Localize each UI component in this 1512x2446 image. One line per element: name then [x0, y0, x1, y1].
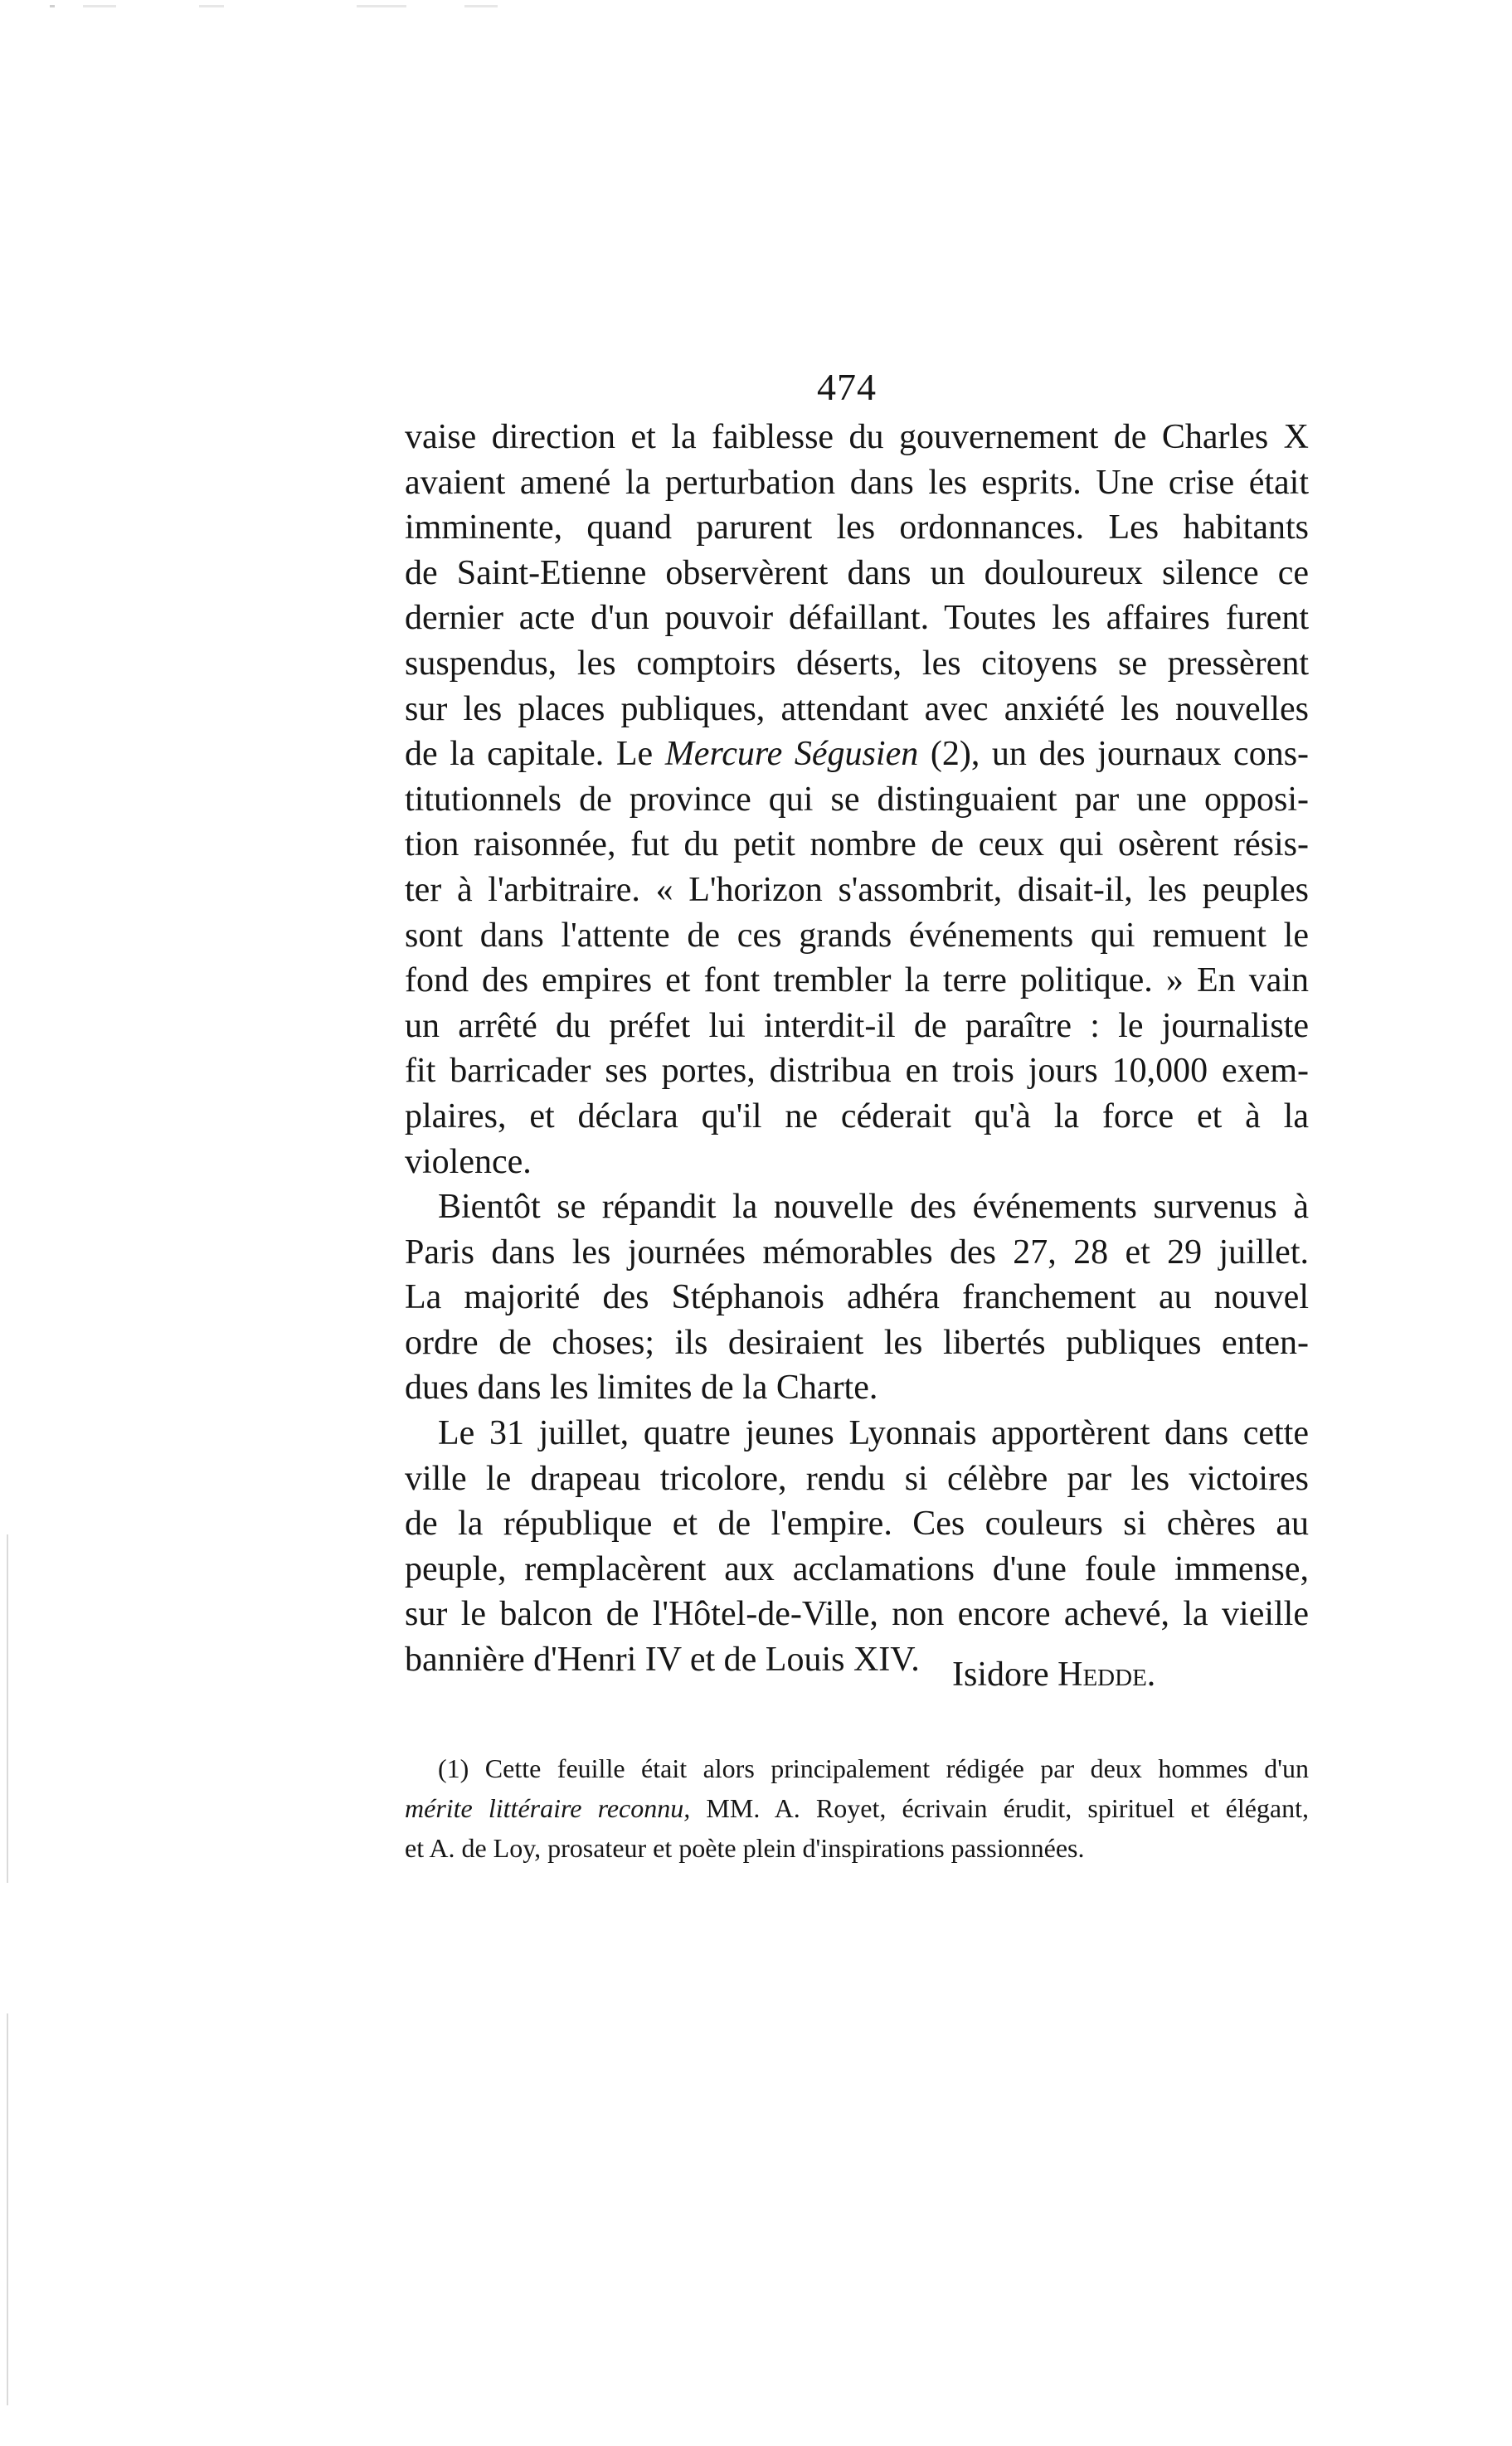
footnote-line: et A. de Loy, prosateur et poète plein d'inspirations passionnées.	[405, 1833, 1085, 1863]
text-line: suspendus, les comptoirs déserts, les citoyens se pressèrent	[405, 644, 1309, 683]
author-signature	[952, 1652, 1155, 1697]
text-line: vaise direction et la faiblesse du gouvernement de Charles X	[405, 418, 1309, 456]
text-line: sur les places publiques, attendant avec anxiété les nouvelles	[405, 689, 1309, 728]
footnote-fragment: MM. A. Royet, écrivain érudit, spirituel et élégant,	[706, 1793, 1310, 1823]
scan-artifact	[83, 5, 116, 7]
text-line: Le 31 juillet, quatre jeunes Lyonnais apportèrent dans cette	[438, 1414, 1309, 1453]
text-line: de Saint-Etienne observèrent dans un douloureux silence ce	[405, 553, 1309, 592]
author-last-name: Hedde.	[1057, 1656, 1156, 1694]
text-line-mixed	[405, 732, 1309, 777]
scan-artifact	[464, 5, 498, 7]
author-first-name: Isidore	[952, 1656, 1049, 1694]
footnote-line-mixed	[405, 1788, 1309, 1828]
text-line: tion raisonnée, fut du petit nombre de ceux qui osèrent résis-	[405, 825, 1309, 864]
text-line: ville le drapeau tricolore, rendu si célèbre par les victoires	[405, 1459, 1309, 1498]
text-line: violence.	[405, 1142, 532, 1181]
scan-artifact	[199, 5, 224, 7]
footnote-fragment: mérite littéraire reconnu,	[405, 1793, 691, 1823]
text-line: bannière d'Henri IV et de Louis XIV.	[405, 1641, 920, 1680]
text-line: ordre de choses; ils desiraient les libertés publiques enten-	[405, 1323, 1309, 1362]
text-line: fond des empires et font trembler la terre politique. » En vain	[405, 961, 1309, 1000]
text-fragment: (2), un des journaux cons-	[930, 735, 1310, 774]
text-fragment: de la capitale.	[405, 735, 605, 774]
body-text	[405, 415, 1309, 1683]
text-line: dernier acte d'un pouvoir défaillant. Toutes les affaires furent	[405, 599, 1309, 638]
scan-artifact	[357, 5, 406, 7]
text-line: peuple, remplacèrent aux acclamations d'une foule immense,	[405, 1549, 1309, 1588]
text-line: Paris dans les journées mémorables des 27, 28 et 29 juillet.	[405, 1233, 1309, 1272]
footnote-line: (1) Cette feuille était alors principalement rédigée par deux hommes d'un	[438, 1753, 1309, 1783]
text-line: de la république et de l'empire. Ces couleurs si chères au	[405, 1505, 1309, 1544]
text-line: Bientôt se répandit la nouvelle des événements survenus à	[438, 1188, 1309, 1227]
text-line: fit barricader ses portes, distribua en trois jours 10,000 exem-	[405, 1052, 1309, 1091]
text-fragment: Le	[615, 735, 654, 774]
text-line: avaient amené la perturbation dans les esprits. Une crise était	[405, 463, 1309, 502]
text-line: plaires, et déclara qu'il ne céderait qu'à la force et à la	[405, 1097, 1309, 1135]
footnotes	[405, 1748, 1309, 1868]
text-line: ter à l'arbitraire. « L'horizon s'assombrit, disait-il, les peuples	[405, 870, 1309, 909]
text-line: sur le balcon de l'Hôtel-de-Ville, non encore achevé, la vieille	[405, 1595, 1309, 1634]
text-line: dues dans les limites de la Charte.	[405, 1369, 878, 1408]
scan-artifact	[50, 5, 55, 7]
text-line: titutionnels de province qui se distinguaient par une opposi-	[405, 780, 1309, 819]
text-line: sont dans l'attente de ces grands événements qui remuent le	[405, 916, 1309, 955]
text-line: imminente, quand parurent les ordonnances. Les habitants	[405, 508, 1309, 547]
text-line: La majorité des Stéphanois adhéra franchement au nouvel	[405, 1278, 1309, 1317]
page-number: 474	[817, 366, 877, 408]
journal-title: Mercure Ségusien	[664, 735, 919, 774]
text-line: un arrêté du préfet lui interdit-il de paraître : le journaliste	[405, 1006, 1309, 1045]
scan-edge-line	[7, 1534, 8, 2405]
